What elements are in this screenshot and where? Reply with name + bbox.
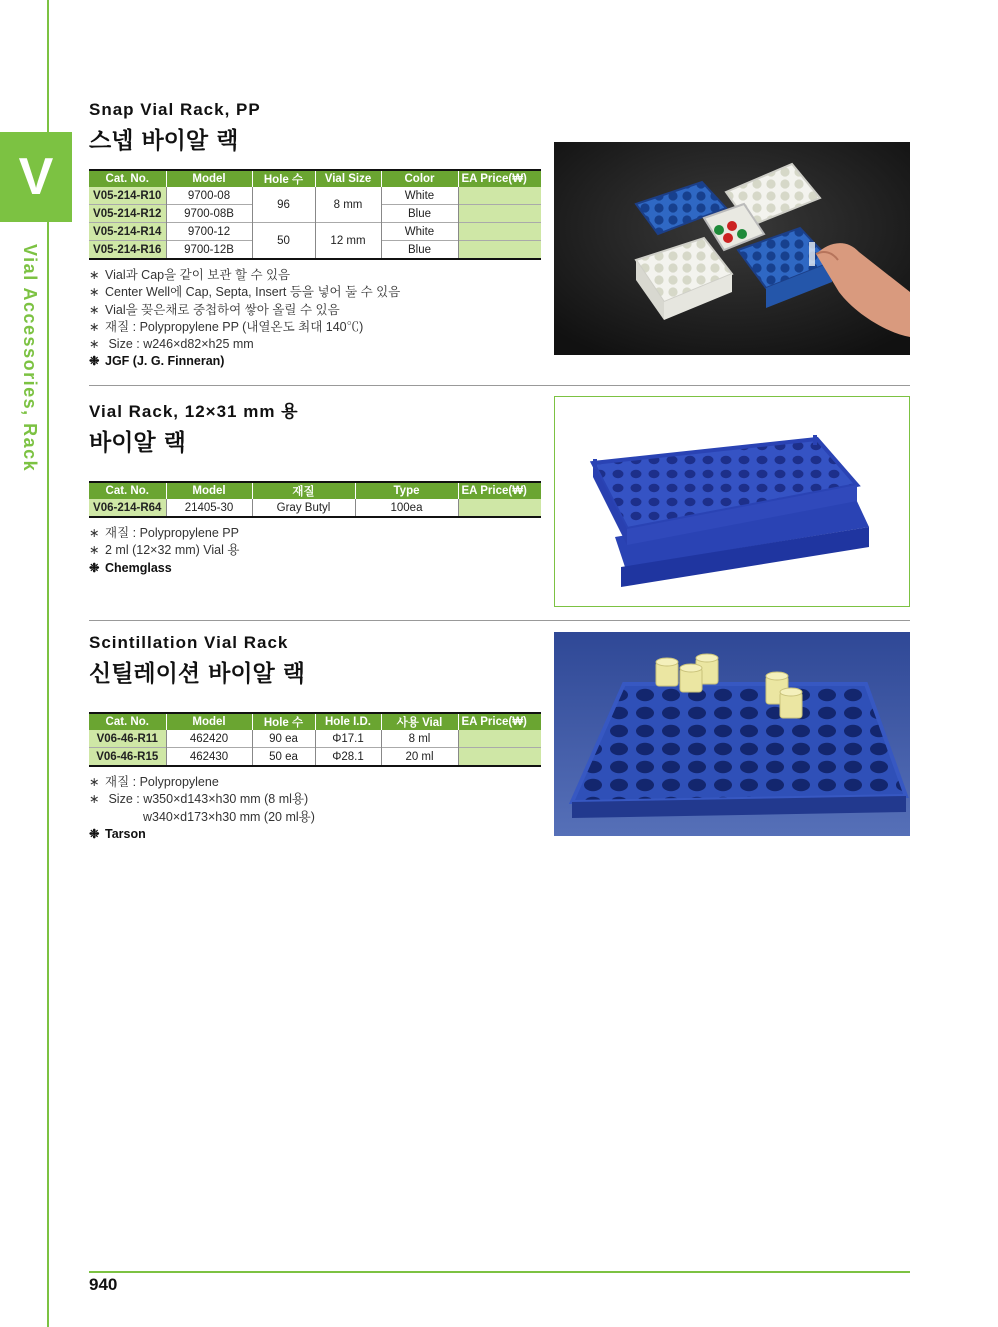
section-title-ko: 스넵 바이알 랙 xyxy=(89,128,239,154)
hole-id: Φ17.1 xyxy=(315,730,381,748)
price xyxy=(458,241,541,260)
vial: 8 ml xyxy=(381,730,458,748)
brand: ❉ Chemglass xyxy=(89,560,172,575)
note-item: ∗ Vial과 Cap을 같이 보관 할 수 있음 xyxy=(89,268,291,282)
notes-list xyxy=(89,774,549,843)
price xyxy=(458,187,541,205)
table-row xyxy=(89,748,541,767)
cat-no: V06-46-R11 xyxy=(89,730,166,748)
table-row xyxy=(89,187,541,205)
color: White xyxy=(381,223,458,241)
brand: ❉ Tarson xyxy=(89,826,146,841)
product-photo-vial-rack-12x31 xyxy=(554,396,910,607)
price xyxy=(458,223,541,241)
chapter-tab xyxy=(0,132,72,222)
product-table xyxy=(89,712,541,767)
col-price: EA Price(₩) xyxy=(458,713,541,730)
col-material: 재질 xyxy=(252,482,355,499)
cat-no: V05-214-R12 xyxy=(89,205,166,223)
notes-list xyxy=(89,267,549,371)
model: 9700-12B xyxy=(166,241,252,260)
chapter-side-title: Vial Accessories, Rack xyxy=(20,244,40,473)
color: Blue xyxy=(381,241,458,260)
brand: ❉ JGF (J. G. Finneran) xyxy=(89,354,225,369)
col-price: EA Price(₩) xyxy=(458,170,541,187)
hole-count: 90 ea xyxy=(252,730,315,748)
hole-count: 50 ea xyxy=(252,748,315,767)
product-photo-snap-vial-rack xyxy=(554,142,910,355)
note-item: ∗ 재질 : Polypropylene PP xyxy=(89,526,239,540)
hole-count: 50 xyxy=(252,223,315,260)
model: 21405-30 xyxy=(166,499,252,517)
col-cat-no: Cat. No. xyxy=(89,482,166,499)
chapter-letter: V xyxy=(18,148,54,206)
vial-size: 12 mm xyxy=(315,223,381,260)
cat-no: V05-214-R10 xyxy=(89,187,166,205)
section-title-ko: 신틸레이션 바이알 랙 xyxy=(89,661,305,687)
section-title-ko: 바이알 랙 xyxy=(89,430,186,456)
col-model: Model xyxy=(166,482,252,499)
col-model: Model xyxy=(166,713,252,730)
vial: 20 ml xyxy=(381,748,458,767)
note-item: ∗ Vial을 꽂은채로 중첩하여 쌓아 올릴 수 있음 xyxy=(89,302,340,317)
notes-list xyxy=(89,525,549,577)
note-item: w340×d173×h30 mm (20 ml용) xyxy=(143,809,315,824)
price xyxy=(458,748,541,767)
col-hole-id: Hole I.D. xyxy=(315,713,381,730)
section-vial-rack-12x31 xyxy=(89,397,549,577)
cat-no: V05-214-R16 xyxy=(89,241,166,260)
model: 462430 xyxy=(166,748,252,767)
col-vial: 사용 Vial xyxy=(381,713,458,730)
col-hole: Hole 수 xyxy=(252,713,315,730)
note-item: ∗ 재질 : Polypropylene PP (내열온도 최대 140℃) xyxy=(89,319,364,334)
section-title-en: Snap Vial Rack, PP xyxy=(89,100,261,119)
hole-id: Φ28.1 xyxy=(315,748,381,767)
section-title-en: Scintillation Vial Rack xyxy=(89,633,289,652)
note-item: ∗ Size : w350×d143×h30 mm (8 ml용) xyxy=(89,792,309,807)
model: 462420 xyxy=(166,730,252,748)
note-item: ∗ 2 ml (12×32 mm) Vial 용 xyxy=(89,543,240,558)
product-table xyxy=(89,169,541,260)
product-table xyxy=(89,481,541,518)
price xyxy=(458,499,541,517)
section-scintillation-vial-rack xyxy=(89,633,549,843)
cat-no: V06-214-R64 xyxy=(89,499,166,517)
section-divider xyxy=(89,385,910,386)
color: White xyxy=(381,187,458,205)
page-number: 940 xyxy=(89,1275,118,1294)
col-cat-no: Cat. No. xyxy=(89,170,166,187)
cat-no: V06-46-R15 xyxy=(89,748,166,767)
material: Gray Butyl xyxy=(252,499,355,517)
col-price: EA Price(₩) xyxy=(458,482,541,499)
col-vial-size: Vial Size xyxy=(315,170,381,187)
vial-size: 8 mm xyxy=(315,187,381,223)
cat-no: V05-214-R14 xyxy=(89,223,166,241)
model: 9700-08B xyxy=(166,205,252,223)
price xyxy=(458,205,541,223)
table-row xyxy=(89,499,541,517)
note-item: ∗ 재질 : Polypropylene xyxy=(89,775,219,789)
type: 100ea xyxy=(355,499,458,517)
col-cat-no: Cat. No. xyxy=(89,713,166,730)
col-type: Type xyxy=(355,482,458,499)
table-row xyxy=(89,730,541,748)
section-divider xyxy=(89,620,910,621)
note-item: ∗ Size : w246×d82×h25 mm xyxy=(89,337,254,352)
col-hole: Hole 수 xyxy=(252,170,315,187)
section-snap-vial-rack xyxy=(89,100,549,371)
model: 9700-08 xyxy=(166,187,252,205)
note-item: ∗ Center Well에 Cap, Septa, Insert 등을 넣어 둘 수 있음 xyxy=(89,285,401,300)
col-color: Color xyxy=(381,170,458,187)
color: Blue xyxy=(381,205,458,223)
price xyxy=(458,730,541,748)
model: 9700-12 xyxy=(166,223,252,241)
section-title-en: Vial Rack, 12×31 mm 용 xyxy=(89,402,299,421)
hole-count: 96 xyxy=(252,187,315,223)
footer-line xyxy=(89,1271,910,1273)
table-row xyxy=(89,223,541,241)
product-photo-scintillation-vial-rack xyxy=(554,632,910,836)
col-model: Model xyxy=(166,170,252,187)
